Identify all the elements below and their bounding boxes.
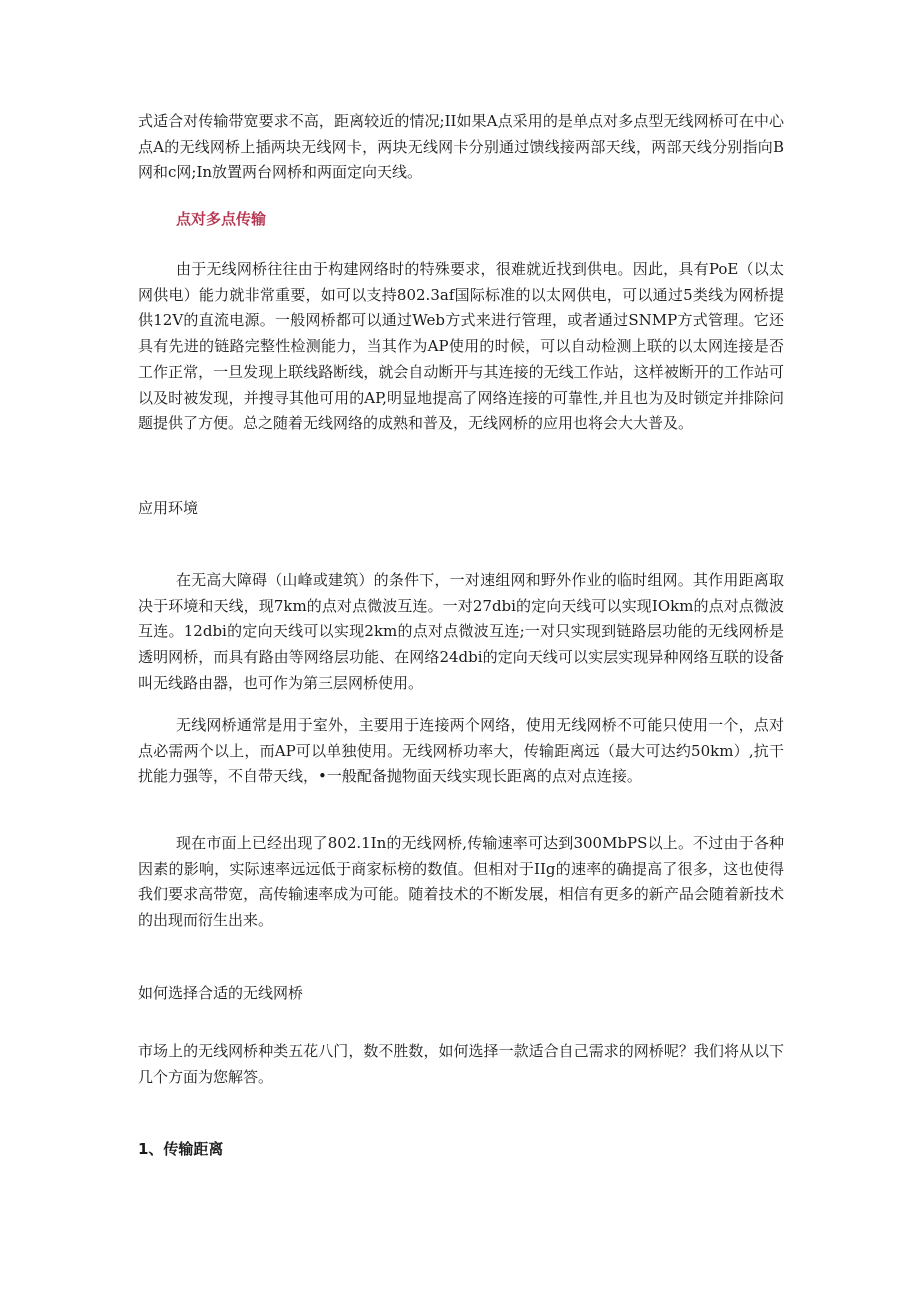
- environment-paragraph-3: 现在市面上已经出现了802.1In的无线网桥,传输速率可达到300MbPS以上。不过由于各种因素的影响，实际速率远远低于商家标榜的数值。但相对于IIg的速率的确提高了很多，这也使得我们要求高带宽，高传输速率成为可能。随着技术的不断发展，相信有更多的新产品会随着新技术的出现而衍生出来。: [138, 834, 784, 930]
- environment-paragraph-1: 在无高大障碍（山峰或建筑）的条件下，一对速组网和野外作业的临时组网。其作用距离取决于环境和天线，现7km的点对点微波互连。一对27dbi的定向天线可以实现IOkm的点对点微波互连。12dbi的定向天线可以实现2km的点对点微波互连;一对只实现到链路层功能的无线网桥是透明网桥，而具有路由等网络层功能、在网络24dbi的定向天线可以实层实现异种网络互联的设备叫无线路由器，也可作为第三层网桥使用。: [138, 571, 784, 692]
- section-heading-application-environment: 应用环境: [138, 499, 199, 517]
- subheading-transmission-distance: 1、传输距离: [138, 1140, 224, 1158]
- environment-paragraph-2: 无线网桥通常是用于室外，主要用于连接两个网络，使用无线网桥不可能只使用一个，点对点必需两个以上，而AP可以单独使用。无线网桥功率大，传输距离远（最大可达约50km）,抗干扰能力强等，不自带天线，•一般配备抛物面天线实现长距离的点对点连接。: [138, 716, 784, 786]
- section-heading-how-to-choose: 如何选择合适的无线网桥: [138, 984, 304, 1002]
- poe-paragraph: 由于无线网桥往往由于构建网络时的特殊要求，很难就近找到供电。因此，具有PoE（以太网供电）能力就非常重要，如可以支持802.3af国际标准的以太网供电，可以通过5类线为网桥提供12V的直流电源。一般网桥都可以通过Web方式来进行管理，或者通过SNMP方式管理。它还具有先进的链路完整性检测能力，当其作为AP使用的时候，可以自动检测上联的以太网连接是否工作正常，一旦发现上联线路断线，就会自动断开与其连接的无线工作站，这样被断开的工作站可以及时被发现，并搜寻其他可用的AP,明显地提高了网络连接的可靠性,并且也为及时锁定并排除问题提供了方便。总之随着无线网络的成熟和普及，无线网桥的应用也将会大大普及。: [138, 260, 784, 433]
- section-heading-point-to-multipoint: 点对多点传输: [176, 210, 267, 228]
- intro-paragraph: 式适合对传输带宽要求不高，距离较近的情况;II如果A点采用的是单点对多点型无线网桥可在中心点A的无线网桥上插两块无线网卡，两块无线网卡分别通过馈线接两部天线，两部天线分别指向B网和c网;In放置两台网桥和两面定向天线。: [138, 112, 784, 182]
- choose-intro-paragraph: 市场上的无线网桥种类五花八门，数不胜数，如何选择一款适合自己需求的网桥呢？我们将从以下几个方面为您解答。: [138, 1042, 784, 1086]
